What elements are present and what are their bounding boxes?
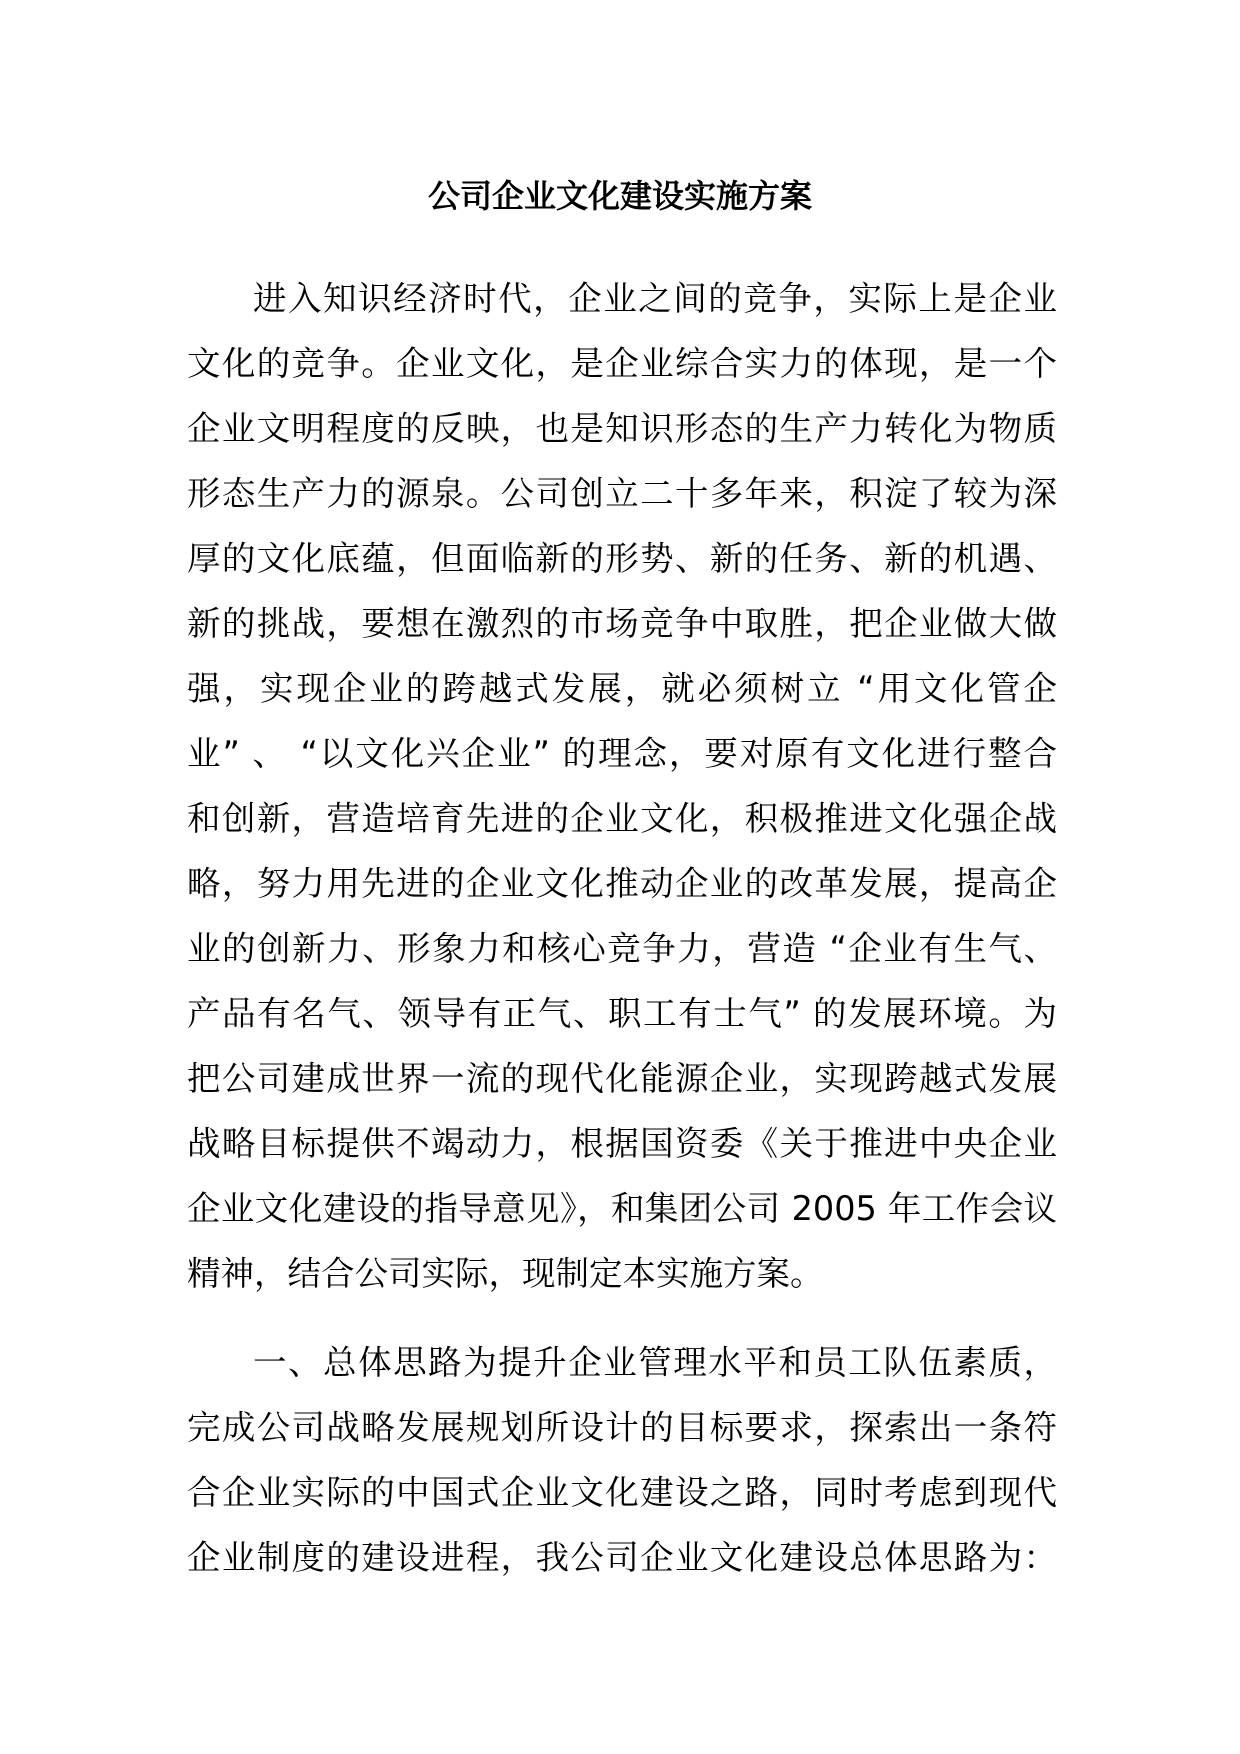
text-line: 和创新，营造培育先进的企业文化，积极推进文化强企战 [187,799,1057,838]
text-line: 企业文明程度的反映，也是知识形态的生产力转化为物质 [187,409,1057,448]
text-line: 形态生产力的源泉。公司创立二十多年来，积淀了较为深 [187,474,1057,513]
document-title: 公司企业文化建设实施方案 [427,177,812,215]
text-line: 业” 、 “以文化兴企业” 的理念，要对原有文化进行整合 [187,734,1057,773]
text-line: 进入知识经济时代，企业之间的竞争，实际上是企业 [253,279,1057,318]
text-line: 企业制度的建设进程，我公司企业文化建设总体思路为： [187,1538,1057,1577]
text-line: 把公司建成世界一流的现代化能源企业，实现跨越式发展 [187,1059,1057,1098]
text-line: 强，实现企业的跨越式发展，就必须树立 “用文化管企 [187,669,1057,708]
text-line: 厚的文化底蕴，但面临新的形势、新的任务、新的机遇、 [187,539,1057,578]
text-line: 完成公司战略发展规划所设计的目标要求，探索出一条符 [187,1408,1057,1447]
text-line: 新的挑战，要想在激烈的市场竞争中取胜，把企业做大做 [187,604,1057,643]
text-line: 一、总体思路为提升企业管理水平和员工队伍素质， [253,1343,1057,1382]
text-line: 文化的竞争。企业文化，是企业综合实力的体现，是一个 [187,344,1057,383]
text-line: 合企业实际的中国式企业文化建设之路，同时考虑到现代 [187,1473,1057,1512]
text-line: 业的创新力、形象力和核心竞争力，营造 “企业有生气、 [187,929,1057,968]
paragraph-section-one [187,1330,1057,1590]
text-line: 战略目标提供不竭动力，根据国资委《关于推进中央企业 [187,1124,1057,1163]
paragraph-intro [187,266,1057,1306]
text-line: 产品有名气、领导有正气、职工有士气” 的发展环境。为 [187,994,1057,1033]
text-line: 精神，结合公司实际，现制定本实施方案。 [187,1254,824,1293]
text-line: 略，努力用先进的企业文化推动企业的改革发展，提高企 [187,864,1057,903]
text-line: 企业文化建设的指导意见》，和集团公司 2005 年工作会议 [187,1189,1057,1228]
